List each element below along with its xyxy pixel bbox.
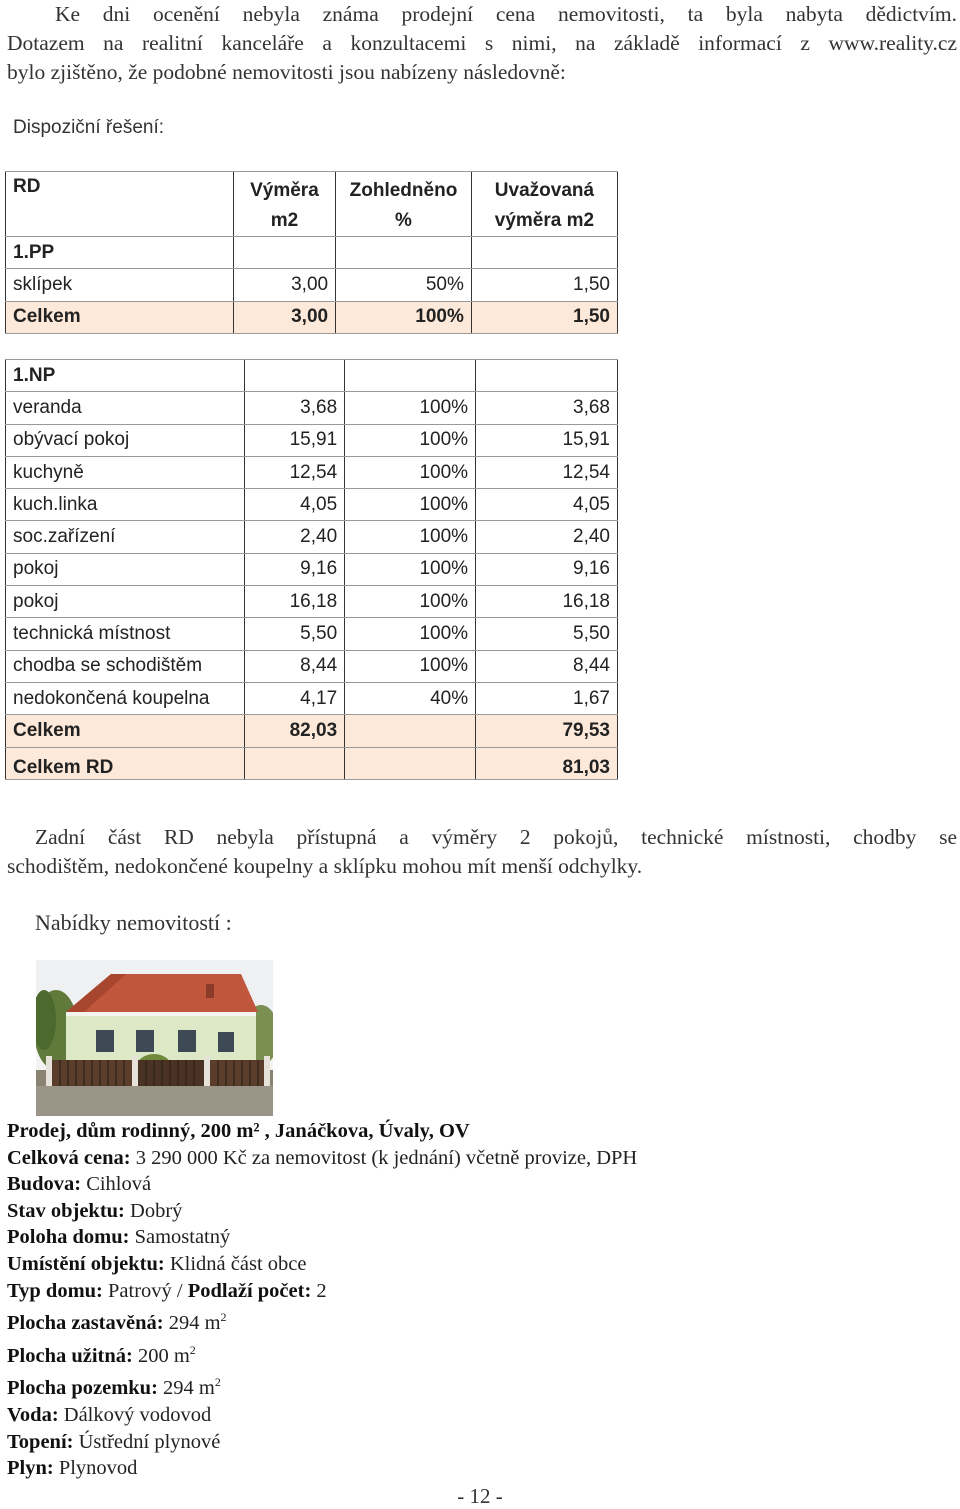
grand-total-row: Celkem RD 81,03 xyxy=(6,747,618,779)
ground-floor-table xyxy=(5,359,618,780)
disposition-label: Dispoziční řešení: xyxy=(13,117,165,138)
listing-built-area: Plocha zastavěná: 294 $m^2$ xyxy=(7,1310,227,1335)
listing-building: Budova: Cihlová xyxy=(7,1173,152,1196)
table-row: chodba se schodištěm 8,44 100% 8,44 xyxy=(6,650,618,682)
intro-line: bylo zjištěno, že podobné nemovitosti jsou nabízeny následovně: xyxy=(7,60,566,84)
listing-gas: Plyn: Plynovod xyxy=(7,1457,138,1480)
note-line: Zadní část RD nebyla přístupná a výměry 2 pokojů, technické místnosti, chodby se xyxy=(35,825,957,849)
listing-price: Celková cena: 3 290 000 Kč za nemovitost (k jednání) včetně provize, DPH xyxy=(7,1146,638,1169)
table-header-row xyxy=(6,172,618,237)
house-photo xyxy=(36,960,273,1116)
listing-state: Stav objektu: Dobrý xyxy=(7,1199,183,1222)
header-considered: Zohledněno % xyxy=(336,172,472,237)
listing-location: Umístění objektu: Klidná část obce xyxy=(7,1252,307,1275)
offers-heading: Nabídky nemovitostí : xyxy=(35,910,232,935)
floor-row xyxy=(6,360,618,392)
intro-paragraph xyxy=(7,0,957,87)
listing-details xyxy=(7,1118,637,1482)
table-row: technická místnost 5,50 100% 5,50 xyxy=(6,618,618,650)
note-line: schodištěm, nedokončené koupelny a sklípku mohou mít menší odchylky. xyxy=(7,854,643,878)
total-row: Celkem 3,00 100% 1,50 xyxy=(6,301,618,333)
listing-position: Poloha domu: Samostatný xyxy=(7,1226,231,1249)
table-row: kuch.linka 4,05 100% 4,05 xyxy=(6,489,618,521)
listing-title: Prodej, dům rodinný, 200 m² , Janáčkova, Úvaly, OV xyxy=(7,1120,470,1142)
total-row: Celkem 82,03 79,53 xyxy=(6,715,618,747)
header-area: Výměra m2 xyxy=(233,172,335,237)
listing-water: Voda: Dálkový vodovod xyxy=(7,1403,212,1426)
floor-label: 1.PP xyxy=(6,237,234,269)
header-rd: RD xyxy=(6,172,234,237)
table-row: veranda 3,68 100% 3,68 xyxy=(6,392,618,424)
basement-table xyxy=(5,171,618,334)
table-row: kuchyně 12,54 100% 12,54 xyxy=(6,456,618,488)
page-number: - 12 - xyxy=(457,1484,503,1508)
intro-line: Dotazem na realitní kanceláře a konzultacemi s nimi, na základě informací z www.reality.cz xyxy=(7,31,957,55)
listing-useful-area: Plocha užitná: 200 $m^2$ xyxy=(7,1342,196,1367)
listing-land-area: Plocha pozemku: 294 $m^2$ xyxy=(7,1375,221,1400)
listing-type: Typ domu: Patrový / Podlaží počet: 2 xyxy=(7,1279,327,1302)
note-paragraph xyxy=(7,823,957,881)
table-row: soc.zařízení 2,40 100% 2,40 xyxy=(6,521,618,553)
listing-heating: Topení: Ústřední plynové xyxy=(7,1430,221,1453)
floor-label: 1.NP xyxy=(6,360,245,392)
floor-row xyxy=(6,237,618,269)
table-row: pokoj 16,18 100% 16,18 xyxy=(6,586,618,618)
table-row: nedokončená koupelna 4,17 40% 1,67 xyxy=(6,682,618,714)
table-row: pokoj 9,16 100% 9,16 xyxy=(6,553,618,585)
table-row: obývací pokoj 15,91 100% 15,91 xyxy=(6,424,618,456)
table-row: sklípek 3,00 50% 1,50 xyxy=(6,269,618,301)
header-computed-area: Uvažovaná výměra m2 xyxy=(471,172,617,237)
intro-line: Ke dni ocenění nebyla známa prodejní cena nemovitosti, ta byla nabyta dědictvím. xyxy=(55,2,957,26)
